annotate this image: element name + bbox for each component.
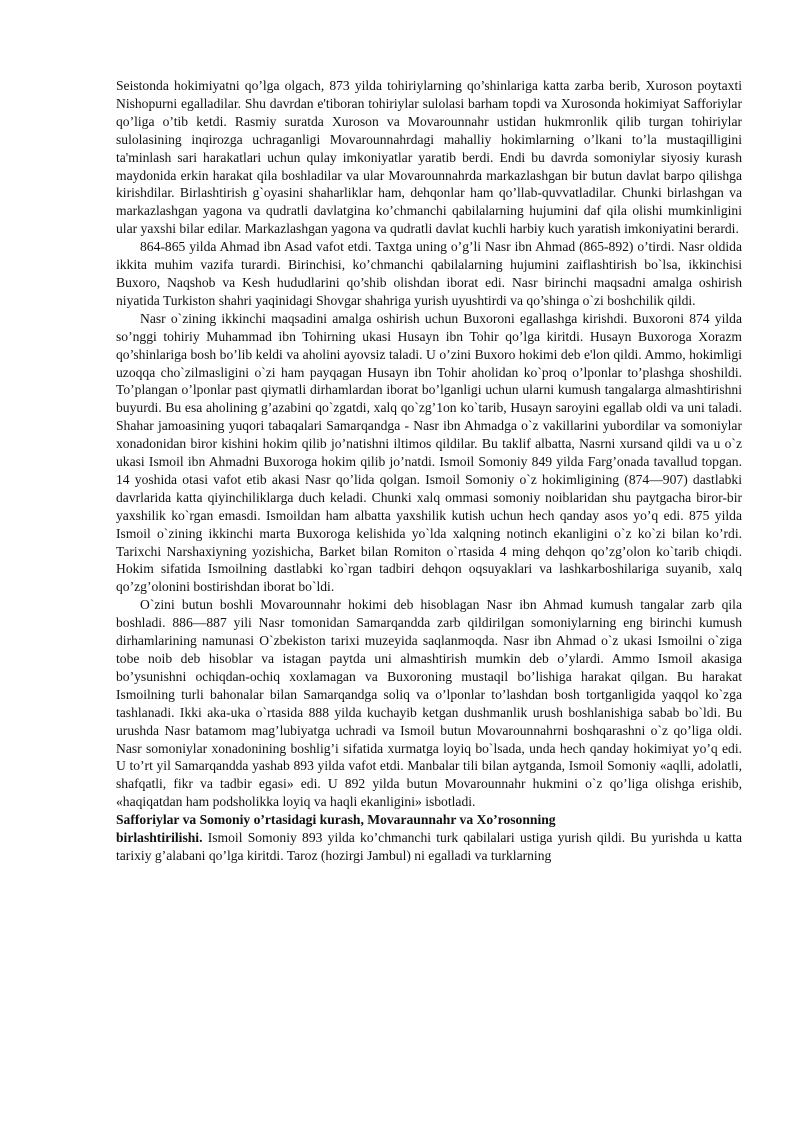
paragraph-2: 864-865 yilda Ahmad ibn Asad vafot etdi. Taxtga uning o’g’li Nasr ibn Ahmad (865-892) o’tirdi. Nasr oldida ikkita muhim vazifa turardi. Birinchisi, ko’chmanchi qabilalarning hujumini zaiflashtirish bo`lsa, ikkinchisi Buxoro, Naqshob va Kesh hududlarini qo’shib olishdan iborat edi. Nasr birinchi maqsadni amalga oshirish niyatida Turkiston shahri yaqinidagi Shovgar shahriga yurish uyushtirdi va qo’shinga o`zi boshchilik qildi. (116, 239, 742, 308)
paragraph-3: Nasr o`zining ikkinchi maqsadini amalga oshirish uchun Buxoroni egallashga kirishdi. Buxoroni 874 yilda so’nggi tohiriy Muhammad ibn Tohirning ukasi Husayn ibn Tohir qo’lga kiritdi. Husayn Buxoroga Xorazm qo’shinlariga bosh bo’lib keldi va aholini ayovsiz taladi. U o’zini Buxoro hokimi deb e'lon qildi. Ammo, hokimligi uzoqqa cho`zilmasligini o`zi ham payqagan Husayn ibn Tohir aholidan ko`proq o’lponlar to’plashga shoshildi. To’plangan o’lponlar past qiymatli dirhamlardan iborat bo’lganligi uchun ularni kumush tangalarga almashtirishni buyurdi. Bu esa aholining g’azabini qo`zgatdi, xalq qo`zg’1on ko`tarib, Husayn saroyini egallab oldi va uni taladi. Shahar jamoasining yuqori tabaqalari Samarqandga - Nasr ibn Ahmadga o`z vakillarini yubordilar va somoniylar xonadonidan biror kishini hokim qilib jo’natishni iltimos qildilar. Bu taklif albatta, Nasrni xursand qildi va u o`z ukasi Ismoil ibn Ahmadni Buxoroga hokim qilib jo’natdi. Ismoil Somoniy 849 yilda Farg’onada tavallud topgan. 14 yoshida otasi vafot etib akasi Nasr qo’lida qolgan. Ismoil Somoniy o`z hokimligining (874—907) dastlabki davrlarida katta qiyinchiliklarga duch keladi. Chunki xalq ommasi somoniy noiblaridan shu paytgacha biror-bir yaxshilik ko`rgan emasdi. Ismoildan ham albatta yaxshilik kutish uchun hech qanday asos yo’q edi. 875 yilda Ismoil o`zining ikkinchi marta Buxoroga kelishida yo`lda xalqning notinch ekanligini o`z ko`zi bilan ko’rdi. Tarixchi Narshaxiyning yozishicha, Barket bilan Romiton o`rtasida 4 ming dehqon qo’zg’olon ko`tarib chiqdi. Hokim sifatida Ismoilning dastlabki ko`rgan tadbiri dehqon oqsuyaklari va lashkarboshilariga suyanib, xalq qo’zg’olonini bostirishdan iborat bo`ldi. (116, 310, 742, 595)
section-body-text: Ismoil Somoniy 893 yilda ko’chmanchi turk qabilalari ustiga yurish qildi. Bu yurishda u katta tarixiy g’alabani qo’lga kiritdi. Taroz (hozirgi Jambul) ni egalladi va turklarning (116, 830, 742, 863)
section-heading-line-1: Safforiylar va Somoniy o’rtasidagi kurash, Movaraunnahr va Xo’rosonning (116, 812, 556, 828)
section-paragraph (116, 811, 742, 865)
document-page (116, 77, 742, 865)
paragraph-4: O`zini butun boshli Movarounnahr hokimi deb hisoblagan Nasr ibn Ahmad kumush tangalar zarb qila boshladi. 886—887 yili Nasr tomonidan Samarqandda zarb qildirilgan somoniylarning eng birinchi kumush dirhamlarining namunasi O`zbekiston tarixi muzeyida saqlanmoqda. Nasr ibn Ahmad o`z ukasi Ismoilni o`ziga tobe noib deb hisoblar va istagan paytda uni almashtirish mumkin deb o’ylardi. Ammo Ismoil akasiga bo’ysunishni ochiqdan-ochiq xoxlamagan va Buxoroning mustaqil bo’lishiga harakat qilgan. Bu harakat Ismoilning turli bahonalar bilan Samarqandga soliq va o’lponlar to’lashdan bosh tortganligida yaqqol ko`zga tashlanadi. Ikki aka-uka o`rtasida 888 yilda kuchayib ketgan dushmanlik urush boshlanishiga sabab bo`ldi. Bu urushda Nasr batamom mag’lubiyatga uchradi va Ismoil butun Movarounnahrni boshqarashni o`z qo’liga oldi. Nasr somoniylar xonadonining boshlig’i sifatida xurmatga loyiq bo`lsada, unda hech qanday hokimiyat yo’q edi. U to’rt yil Samarqandda yashab 893 yilda vafot etdi. Manbalar tili bilan aytganda, Ismoil Somoniy «aqlli, adolatli, shafqatli, fikr va tadbir egasi» edi. U 892 yilda butun Movarounnahr hukmini o`z qo’liga olishga erishib, «haqiqatdan ham podsholikka loyiq va haqli ekanligini» isbotladi. (116, 597, 742, 810)
paragraph-1: Seistonda hokimiyatni qo’lga olgach, 873 yilda tohiriylarning qo’shinlariga katta zarba berib, Xuroson poytaxti Nishopurni egalladilar. Shu davrdan e'tiboran tohiriylar sulolasi barham topdi va Xurosonda hokimiyat Safforiylar qo’liga o’tib ketdi. Rasmiy suratda Xuroson va Movarounnahr ustidan hukmronlik qilib turgan tohiriylar sulolasining inqirozga uchraganligi Movarounnahrdagi mahalliy hokimlarning o’lkani to’la mustaqilligini ta'minlash sari harakatlari uchun qulay imkoniyatlar yaratib berdi. Endi bu davrda somoniylar siyosiy kurash maydonida erkin harakat qila boshladilar va ular Movarounnahrda markazlashgan bir butun davlat barpo qilishga kirishdilar. Birlashtirish g`oyasini shaharliklar ham, dehqonlar ham qo’llab-quvvatladilar. Chunki birlashgan va markazlashgan yagona va qudratli davlatgina ko’chmanchi qabilalarning hujumini daf qila olishi mumkinligini ular yaxshi bilar edilar. Markazlashgan yagona va qudratli davlat kuchli harbiy kuch yaratish imkoniyatini berardi. (116, 78, 742, 237)
section-heading-line-2: birlashtirilishi. (116, 830, 203, 846)
